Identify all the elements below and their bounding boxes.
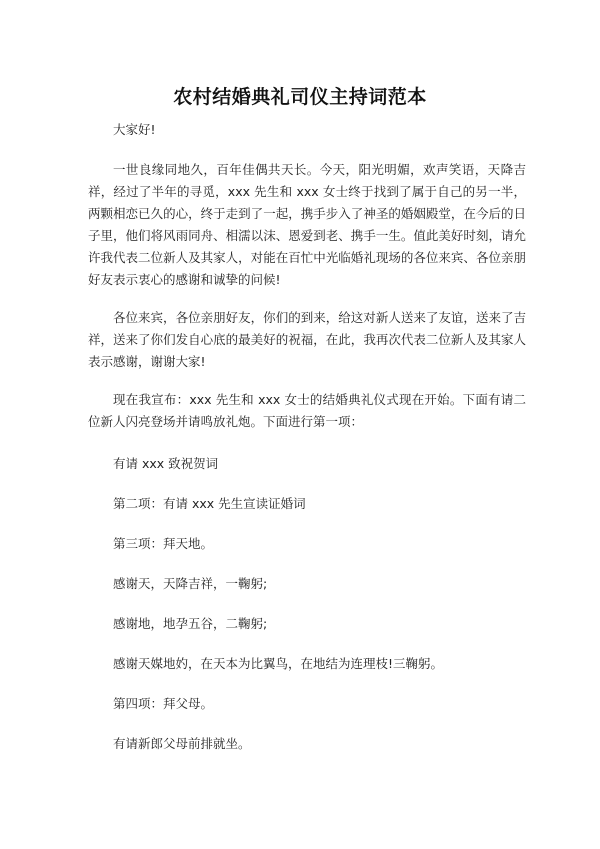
announcement-paragraph: 现在我宣布：xxx 先生和 xxx 女士的结婚典礼仪式现在开始。下面有请二位新人闪亮登场并请鸣放礼炮。下面进行第一项： xyxy=(88,392,526,429)
opening-paragraph: 一世良缘同地久，百年佳偶共天长。今天，阳光明媚，欢声笑语，天降吉祥，经过了半年的寻觅，xxx 先生和 xxx 女士终于找到了属于自己的另一半，两颗相恋已久的心，终于走到了一起，携手步入了神圣的婚姻殿堂，在今后的日子里，他们将风雨同舟、相濡以沫、恩爱到老、携手一生。值此美好时刻，请允许我代表二位新人及其家人，对能在百忙中光临婚礼现场的各位来宾、各位亲朋好友表示衷心的感谢和诚挚的问候! xyxy=(88,162,526,287)
ceremony-item: 有请新郎父母前排就坐。 xyxy=(113,736,251,751)
ceremony-item: 第三项：拜天地。 xyxy=(113,536,214,551)
ceremony-item: 第四项：拜父母。 xyxy=(113,696,214,711)
greeting-paragraph: 大家好! xyxy=(113,122,156,137)
document-body xyxy=(88,119,526,773)
document-title: 农村结婚典礼司仪主持词范本 xyxy=(173,86,427,108)
ceremony-item: 感谢天媒地妁，在天本为比翼鸟，在地结为连理枝!三鞠躬。 xyxy=(113,656,444,671)
ceremony-item: 感谢地，地孕五谷，二鞠躬; xyxy=(113,616,268,631)
ceremony-item: 第二项：有请 xxx 先生宣读证婚词 xyxy=(113,496,306,511)
ceremony-item: 感谢天，天降吉祥，一鞠躬; xyxy=(113,576,268,591)
thanks-paragraph: 各位来宾，各位亲朋好友，你们的到来，给这对新人送来了友谊，送来了吉祥，送来了你们发自心底的最美好的祝福，在此，我再次代表二位新人及其家人表示感谢，谢谢大家! xyxy=(88,310,526,369)
ceremony-item: 有请 xxx 致祝贺词 xyxy=(113,456,219,471)
